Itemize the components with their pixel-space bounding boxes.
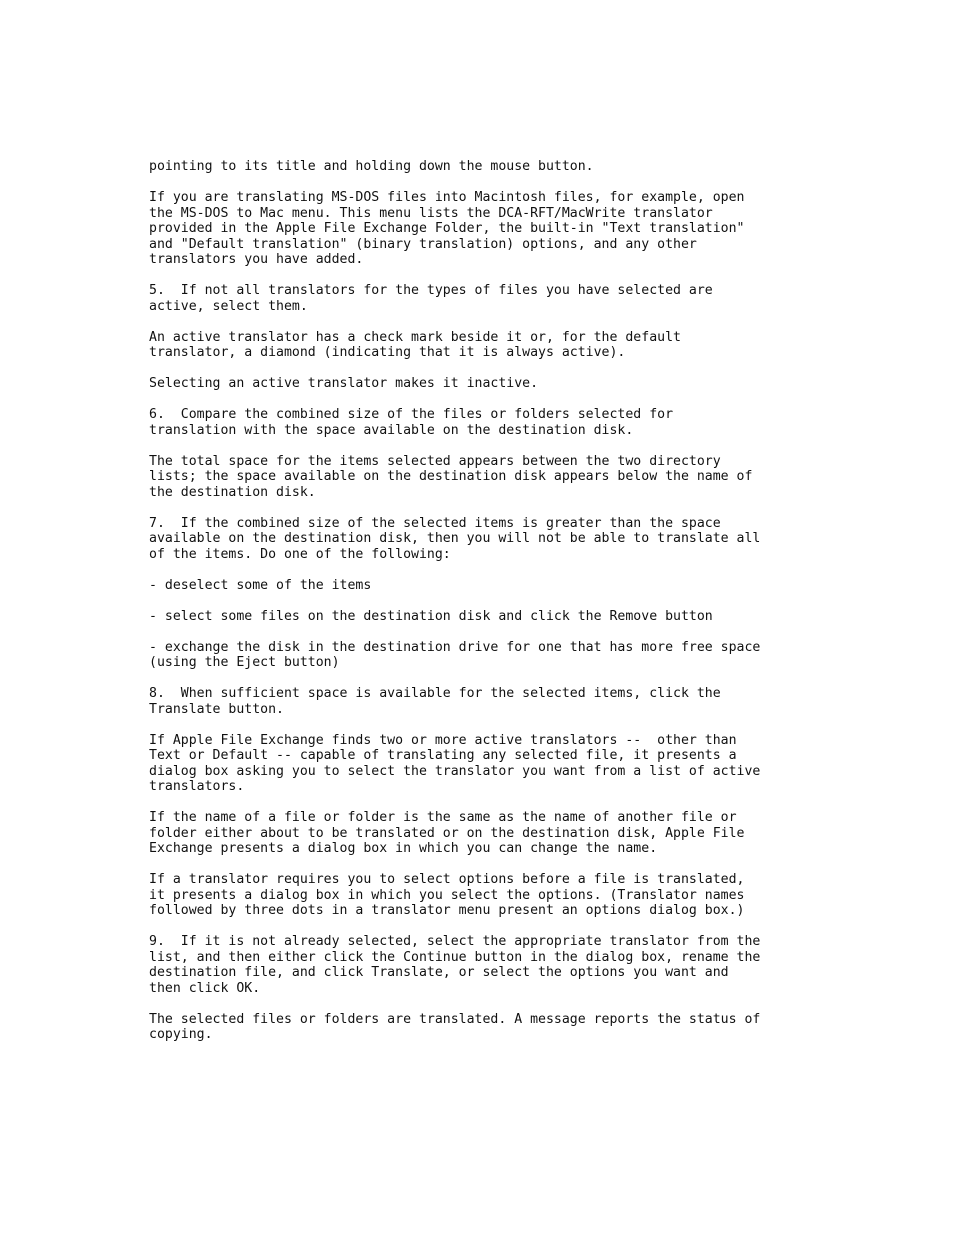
step-8: 8. When sufficient space is available for the selected items, click the Translate button. — [149, 686, 721, 717]
paragraph-multiple-translators: If Apple File Exchange finds two or more active translators -- other than Text or Default -- capable of translating any selected file, it presents a dialog box asking you to select the translator you want from a list of active translators. — [149, 732, 761, 794]
option-eject: - exchange the disk in the destination drive for one that has more free space (using the Eject button) — [149, 639, 761, 670]
step-7: 7. If the combined size of the selected items is greater than the space available on the destination disk, then you will not be able to translate all of the items. Do one of the following: — [149, 515, 761, 562]
step-9: 9. If it is not already selected, select the appropriate translator from the list, and then either click the Continue button in the dialog box, rename the destination file, and click Translate, or select the options you want and then click OK. — [149, 934, 761, 996]
paragraph-continuation: pointing to its title and holding down the mouse button. — [149, 159, 594, 174]
option-remove: - select some files on the destination disk and click the Remove button — [149, 608, 713, 624]
step-6: 6. Compare the combined size of the files or folders selected for translation with the space available on the destination disk. — [149, 407, 674, 438]
document-body — [149, 159, 849, 1058]
paragraph-name-conflict: If the name of a file or folder is the same as the name of another file or folder either about to be translated or on the destination disk, Apple File Exchange presents a dialog box in which you can change the name. — [149, 810, 745, 856]
paragraph-active-translator: An active translator has a check mark beside it or, for the default translator, a diamond (indicating that it is always active). — [149, 329, 681, 360]
paragraph-total-space: The total space for the items selected appears between the two directory lists; the space available on the destination disk appears below the name of the destination disk. — [149, 453, 753, 500]
paragraph-result: The selected files or folders are translated. A message reports the status of copying. — [149, 1011, 761, 1042]
paragraph-ms-dos-example: If you are translating MS-DOS files into Macintosh files, for example, open the MS-DOS to Mac menu. This menu lists the DCA-RFT/MacWrite translator provided in the Apple File Exchange Folder, the built-in "Text translation" and "Default translation" (binary translation) options, and any other translators you have added. — [149, 190, 745, 267]
step-5: 5. If not all translators for the types of files you have selected are active, select them. — [149, 283, 713, 314]
paragraph-inactive: Selecting an active translator makes it inactive. — [149, 376, 539, 391]
paragraph-translator-options: If a translator requires you to select options before a file is translated, it presents a dialog box in which you select the options. (Translator names followed by three dots in a translator menu present an options dialog box.) — [149, 872, 745, 918]
option-deselect: - deselect some of the items — [149, 577, 372, 593]
